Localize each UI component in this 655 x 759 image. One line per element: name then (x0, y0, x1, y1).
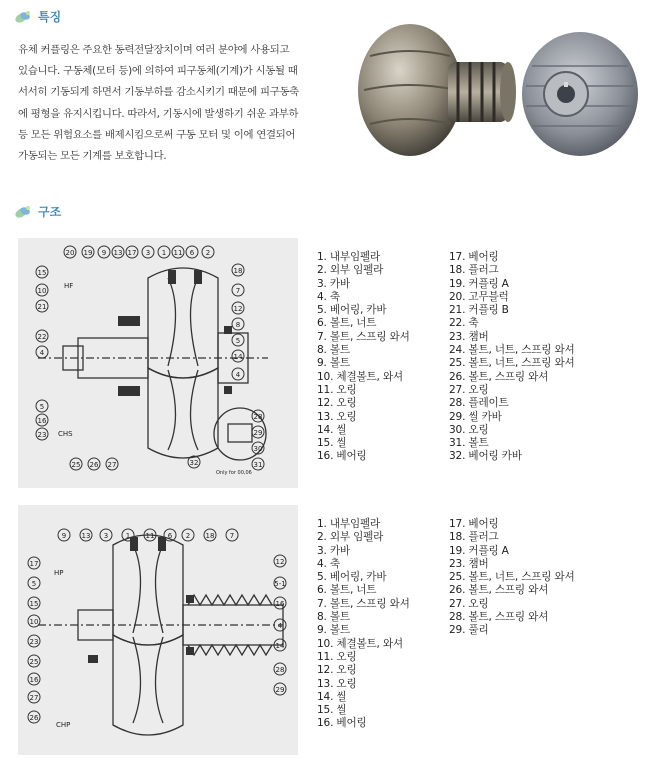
svg-text:13: 13 (113, 249, 123, 257)
part-item: 25. 볼트, 너트, 스프링 와셔 (449, 357, 575, 370)
parts-list-hf-col1 (317, 251, 410, 464)
part-item: 8. 볼트 (317, 611, 350, 624)
svg-text:5: 5 (31, 580, 37, 588)
svg-text:16: 16 (29, 676, 39, 684)
part-item: 2. 외부 임펠라 (317, 264, 384, 277)
part-item: 25. 볼트, 너트, 스프링 와셔 (449, 571, 575, 584)
part-item: 19. 커플링 A (449, 544, 509, 557)
model-tag: CHP (56, 721, 71, 729)
svg-text:7: 7 (235, 287, 241, 295)
svg-text:29: 29 (275, 686, 285, 694)
svg-text:22: 22 (37, 333, 47, 341)
parts-list-hp-col2 (449, 518, 575, 638)
leaf-bullet-icon (14, 204, 32, 220)
part-item: 24. 볼트, 너트, 스프링 와셔 (449, 344, 575, 357)
part-item: 1. 내부임펠라 (317, 251, 381, 263)
part-item: 2. 외부 임펠라 (317, 531, 384, 544)
svg-text:1: 1 (125, 532, 131, 540)
svg-text:6: 6 (189, 249, 195, 257)
part-item: 26. 볼트, 스프링 와셔 (449, 370, 549, 383)
svg-text:18: 18 (233, 267, 243, 275)
part-item: 18. 플러그 (449, 264, 499, 277)
svg-text:3: 3 (145, 249, 151, 257)
svg-text:16: 16 (37, 417, 47, 425)
fluid-coupling-photo (352, 16, 644, 162)
svg-text:4: 4 (277, 622, 283, 630)
part-item: 12. 오링 (317, 664, 357, 677)
svg-text:20: 20 (65, 249, 75, 257)
svg-text:10: 10 (29, 618, 39, 626)
part-item: 13. 오링 (317, 410, 357, 423)
part-item: 22. 축 (449, 317, 479, 330)
part-item: 21. 커플링 B (449, 304, 509, 317)
part-item: 29. 씰 카바 (449, 410, 502, 423)
part-item: 7. 볼트, 스프링 와셔 (317, 597, 410, 610)
svg-text:8: 8 (235, 321, 241, 329)
part-item: 3. 카바 (317, 277, 350, 290)
part-item: 23. 챔버 (449, 557, 489, 570)
part-item: 3. 카바 (317, 544, 350, 557)
part-item: 9. 볼트 (317, 357, 350, 370)
svg-text:15: 15 (37, 269, 47, 277)
part-item: 15. 씰 (317, 437, 347, 450)
svg-text:28: 28 (275, 666, 285, 674)
part-item: 18. 플러그 (449, 531, 499, 544)
part-item: 29. 풀리 (449, 624, 489, 637)
svg-text:11: 11 (173, 249, 183, 257)
part-item: 16. 베어링 (317, 450, 367, 463)
svg-text:1: 1 (161, 249, 167, 257)
svg-text:12: 12 (275, 558, 285, 566)
svg-text:30: 30 (253, 445, 263, 453)
model-tag: CHS (58, 430, 73, 438)
svg-text:6: 6 (167, 532, 173, 540)
cross-section-drawing (18, 505, 298, 755)
svg-text:29: 29 (253, 429, 263, 437)
cross-section-diagram-hf (18, 238, 298, 488)
part-item: 23. 챔버 (449, 330, 489, 343)
part-item: 14. 씰 (317, 690, 347, 703)
part-item: 6. 볼트, 너트 (317, 584, 377, 597)
svg-text:9: 9 (101, 249, 107, 257)
features-paragraph: 유체 커플링은 주요한 동력전달장치이며 여러 분야에 사용되고 있습니다. 구동체(모터 등)에 의하여 피구동체(기계)가 시동될 때 서서히 기동되게 하면서 기동부하를 감소시키기 때문에 피구동축에 평형을 유지시킵니다. 따라서, 기동시에 발생하기 쉬운 과부하 등 모든 위험요소를 배제시킴으로써 구동 모터 및 이에 연결되어 가동되는 모든 기계를 보호합니다. (18, 44, 299, 163)
svg-text:2: 2 (205, 249, 211, 257)
svg-text:9: 9 (61, 532, 67, 540)
part-item: 26. 볼트, 스프링 와셔 (449, 584, 549, 597)
leaf-bullet-icon (14, 9, 32, 25)
model-note: Only for 00,06 (216, 470, 252, 476)
part-item: 31. 볼트 (449, 437, 489, 450)
svg-text:10: 10 (37, 287, 47, 295)
part-item: 27. 오링 (449, 597, 489, 610)
part-item: 5. 베어링, 카바 (317, 304, 387, 317)
svg-text:14: 14 (233, 353, 243, 361)
svg-text:14: 14 (275, 642, 285, 650)
part-item: 19. 커플링 A (449, 277, 509, 290)
svg-text:5: 5 (39, 403, 45, 411)
part-item: 11. 오링 (317, 650, 357, 663)
part-item: 7. 볼트, 스프링 와셔 (317, 330, 410, 343)
svg-text:11: 11 (145, 532, 155, 540)
svg-text:23: 23 (29, 638, 39, 646)
svg-text:27: 27 (107, 461, 117, 469)
section-title: 구조 (38, 205, 62, 219)
section-heading-structure (14, 203, 61, 220)
part-item: 9. 볼트 (317, 624, 350, 637)
part-item: 16. 베어링 (317, 717, 367, 730)
svg-text:2: 2 (185, 532, 191, 540)
svg-text:7: 7 (229, 532, 235, 540)
svg-text:32: 32 (189, 459, 199, 467)
svg-text:26: 26 (89, 461, 99, 469)
part-item: 15. 씰 (317, 704, 347, 717)
cross-section-drawing (18, 238, 298, 488)
part-item: 12. 오링 (317, 397, 357, 410)
part-item: 11. 오링 (317, 383, 357, 396)
svg-text:27: 27 (29, 694, 39, 702)
part-item: 17. 베어링 (449, 251, 499, 263)
svg-text:12: 12 (233, 305, 243, 313)
part-item: 6. 볼트, 너트 (317, 317, 377, 330)
svg-text:15: 15 (29, 600, 39, 608)
svg-text:3: 3 (103, 532, 109, 540)
svg-text:13: 13 (81, 532, 91, 540)
part-item: 13. 오링 (317, 677, 357, 690)
svg-text:19: 19 (83, 249, 93, 257)
svg-text:17: 17 (29, 560, 39, 568)
part-item: 14. 씰 (317, 423, 347, 436)
svg-text:26: 26 (29, 714, 39, 722)
model-tag: HF (64, 282, 74, 290)
part-item: 17. 베어링 (449, 518, 499, 530)
part-item: 8. 볼트 (317, 344, 350, 357)
svg-text:25: 25 (71, 461, 81, 469)
section-heading-features (14, 8, 61, 25)
svg-text:21: 21 (37, 303, 47, 311)
svg-text:28: 28 (253, 413, 263, 421)
part-item: 27. 오링 (449, 383, 489, 396)
svg-text:31: 31 (253, 461, 263, 469)
svg-text:25: 25 (29, 658, 39, 666)
part-item: 32. 베어링 카바 (449, 450, 522, 463)
svg-text:17: 17 (127, 249, 137, 257)
part-item: 20. 고무블럭 (449, 290, 509, 303)
svg-text:5: 5 (235, 337, 241, 345)
part-item: 28. 볼트, 스프링 와셔 (449, 611, 549, 624)
part-item: 1. 내부임펠라 (317, 518, 381, 530)
part-item: 5. 베어링, 카바 (317, 571, 387, 584)
part-item: 28. 플레이트 (449, 397, 509, 410)
svg-text:4: 4 (235, 371, 241, 379)
svg-text:18: 18 (205, 532, 215, 540)
part-item: 4. 축 (317, 290, 340, 303)
svg-text:4: 4 (39, 349, 45, 357)
svg-text:23: 23 (37, 431, 47, 439)
parts-list-hp-col1 (317, 518, 410, 731)
svg-text:16: 16 (275, 600, 285, 608)
section-title: 특징 (38, 10, 62, 24)
part-item: 4. 축 (317, 557, 340, 570)
part-item: 10. 체결볼트, 와셔 (317, 637, 403, 650)
cross-section-diagram-hp (18, 505, 298, 755)
model-tag: HP (54, 569, 64, 577)
part-item: 30. 오링 (449, 423, 489, 436)
part-item: 10. 체결볼트, 와셔 (317, 370, 403, 383)
svg-text:5-1: 5-1 (274, 580, 286, 588)
parts-list-hf-col2 (449, 251, 575, 464)
